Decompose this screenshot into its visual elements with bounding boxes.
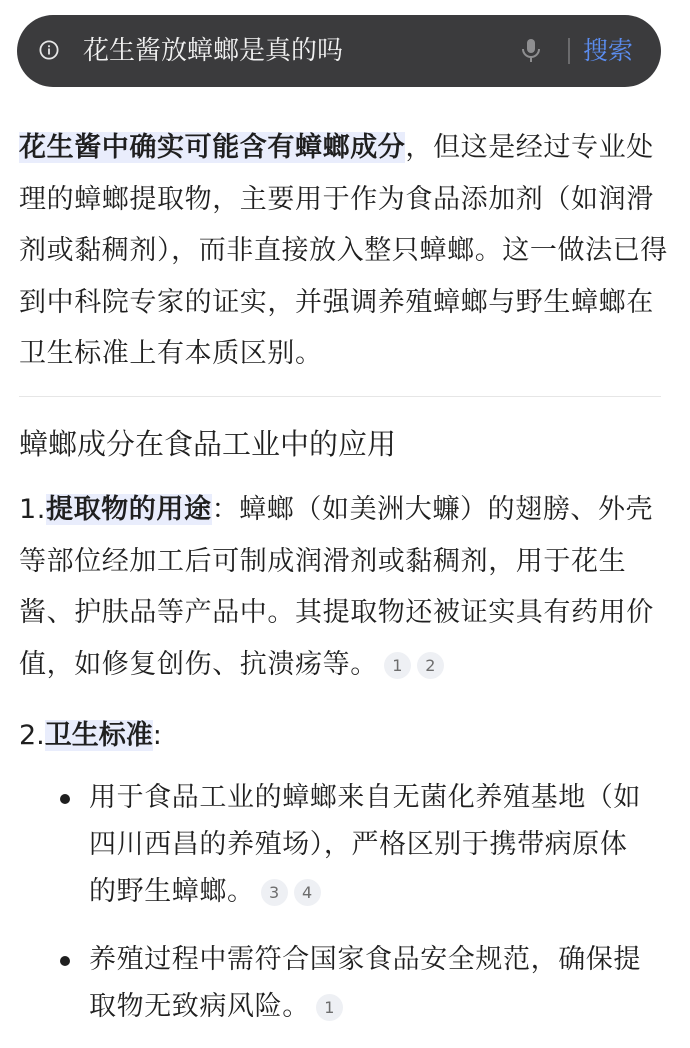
citation-badge[interactable]: 1	[316, 994, 343, 1021]
bullet-item	[62, 774, 642, 915]
citation-badge[interactable]: 4	[294, 879, 321, 906]
search-input[interactable]: 花生酱放蟑螂是真的吗	[83, 36, 344, 66]
info-icon	[39, 40, 59, 60]
citation-badge[interactable]: 2	[417, 652, 444, 679]
item-text: ：蟑螂（如美洲大蠊）的翅膀、外壳等部位经加工后可制成润滑剂或黏稠剂，用于花生酱、护肤品等产品中。其提取物还被证实具有药用价值，如修复创伤、抗溃疡等。	[19, 494, 654, 680]
mic-icon[interactable]	[520, 37, 542, 65]
item-number: 2.	[19, 720, 45, 751]
divider	[19, 396, 661, 397]
search-button[interactable]: 搜索	[583, 36, 634, 65]
bullet-content	[62, 774, 642, 915]
item-colon: :	[152, 720, 162, 751]
answer-intro	[19, 122, 669, 380]
search-bar[interactable]	[17, 15, 661, 87]
item-title: 卫生标准	[44, 720, 153, 751]
citation-badge[interactable]: 1	[384, 652, 411, 679]
list-item-1	[19, 484, 669, 690]
bullet-text: 养殖过程中需符合国家食品安全规范，确保提取物无致病风险。	[89, 944, 641, 1022]
bullet-dot	[60, 956, 70, 966]
bullet-text: 用于食品工业的蟑螂来自无菌化养殖基地（如四川西昌的养殖场），严格区别于携带病原体的野生蟑螂。	[89, 782, 641, 907]
citation-badge[interactable]: 3	[261, 879, 288, 906]
intro-text: ，但这是经过专业处理的蟑螂提取物，主要用于作为食品添加剂（如润滑剂或黏稠剂），而非直接放入整只蟑螂。这一做法已得到中科院专家的证实，并强调养殖蟑螂与野生蟑螂在卫生标准上有本质区别。	[19, 132, 668, 369]
section-title: 蟑螂成分在食品工业中的应用	[19, 427, 397, 461]
list-item-2	[19, 712, 669, 760]
bullet-content	[62, 936, 642, 1030]
bullet-item	[62, 936, 642, 1030]
bullet-dot	[60, 794, 70, 804]
intro-highlight: 花生酱中确实可能含有蟑螂成分	[19, 132, 406, 163]
item-number: 1.	[19, 494, 46, 525]
search-divider	[568, 38, 570, 64]
item-title: 提取物的用途	[45, 494, 212, 525]
